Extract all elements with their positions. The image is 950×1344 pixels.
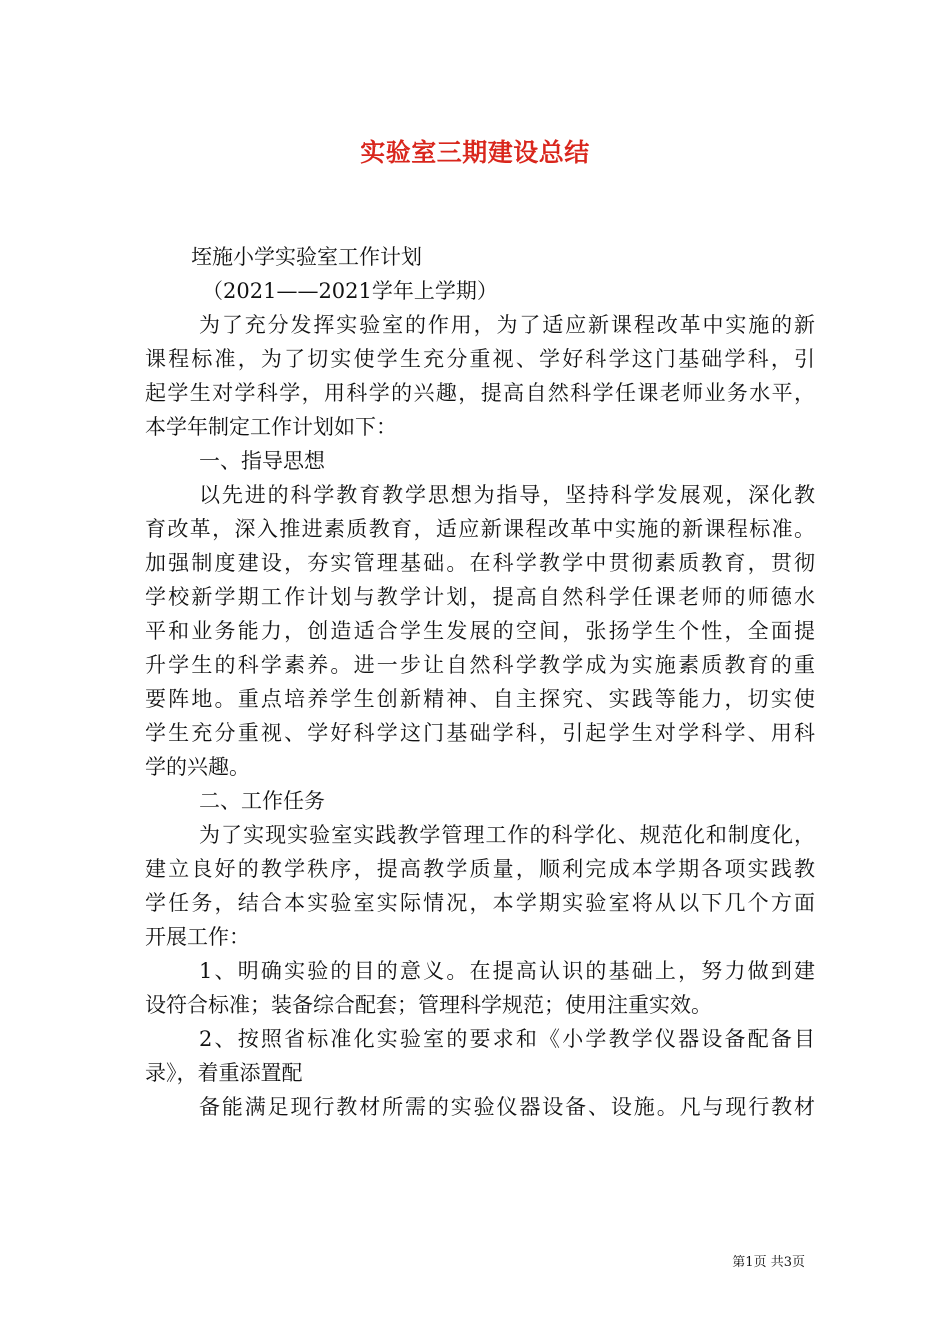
paragraph-line: 平和业务能力，创造适合学生发展的空间，张扬学生个性，全面提 — [145, 619, 815, 643]
section-heading-work-tasks: 二、工作任务 — [199, 789, 325, 813]
paragraph-line: 开展工作： — [145, 925, 250, 949]
current-page: 1 — [745, 1255, 754, 1270]
section-heading-guiding-thought: 一、指导思想 — [199, 449, 325, 473]
paragraph-line: 要阵地。重点培养学生创新精神、自主探究、实践等能力，切实使 — [145, 687, 815, 711]
paragraph-line: 本学年制定工作计划如下： — [145, 415, 397, 439]
page-suffix: 页 — [791, 1255, 805, 1270]
list-item-line: 1、明确实验的目的意义。在提高认识的基础上，努力做到建 — [199, 959, 815, 983]
paragraph-line: 以先进的科学教育教学思想为指导，坚持科学发展观，深化教 — [199, 483, 815, 507]
document-body — [145, 240, 815, 1124]
paragraph-line: 建立良好的教学秩序，提高教学质量，顺利完成本学期各项实践教 — [145, 857, 815, 881]
paragraph-line: 为了实现实验室实践教学管理工作的科学化、规范化和制度化， — [199, 823, 815, 847]
paragraph-line: 起学生对学科学，用科学的兴趣，提高自然科学任课老师业务水平， — [145, 381, 815, 405]
paragraph-line: 学生充分重视、学好科学这门基础学科，引起学生对学科学、用科 — [145, 721, 815, 745]
document-title: 实验室三期建设总结 — [360, 138, 590, 167]
paragraph-line: 学的兴趣。 — [145, 755, 250, 779]
paragraph-line: 育改革，深入推进素质教育，适应新课程改革中实施的新课程标准。 — [145, 517, 815, 541]
school-plan-heading: 垤施小学实验室工作计划 — [191, 245, 422, 269]
paragraph-line: 加强制度建设，夯实管理基础。在科学教学中贯彻素质教育，贯彻 — [145, 551, 815, 575]
paragraph-line: 学任务，结合本实验室实际情况，本学期实验室将从以下几个方面 — [145, 891, 815, 915]
school-year-line: （2021——2021学年上学期） — [202, 279, 498, 303]
page-prefix: 第 — [732, 1255, 746, 1270]
paragraph-line: 课程标准，为了切实使学生充分重视、学好科学这门基础学科，引 — [145, 347, 815, 371]
total-pages: 3 — [783, 1255, 792, 1270]
paragraph-line: 升学生的科学素养。进一步让自然科学教学成为实施素质教育的重 — [145, 653, 815, 677]
page-number-footer — [732, 1251, 805, 1270]
paragraph-line: 学校新学期工作计划与教学计划，提高自然科学任课老师的师德水 — [145, 585, 815, 609]
list-item-line: 录》，着重添置配 — [145, 1061, 303, 1085]
paragraph-line: 为了充分发挥实验室的作用，为了适应新课程改革中实施的新 — [199, 313, 815, 337]
list-item-line: 设符合标准；装备综合配套；管理科学规范；使用注重实效。 — [145, 993, 712, 1017]
page-mid: 页 共 — [753, 1255, 784, 1270]
paragraph-line: 备能满足现行教材所需的实验仪器设备、设施。凡与现行教材 — [199, 1095, 815, 1119]
list-item-line: 2、按照省标准化实验室的要求和《小学教学仪器设备配备目 — [199, 1027, 815, 1051]
